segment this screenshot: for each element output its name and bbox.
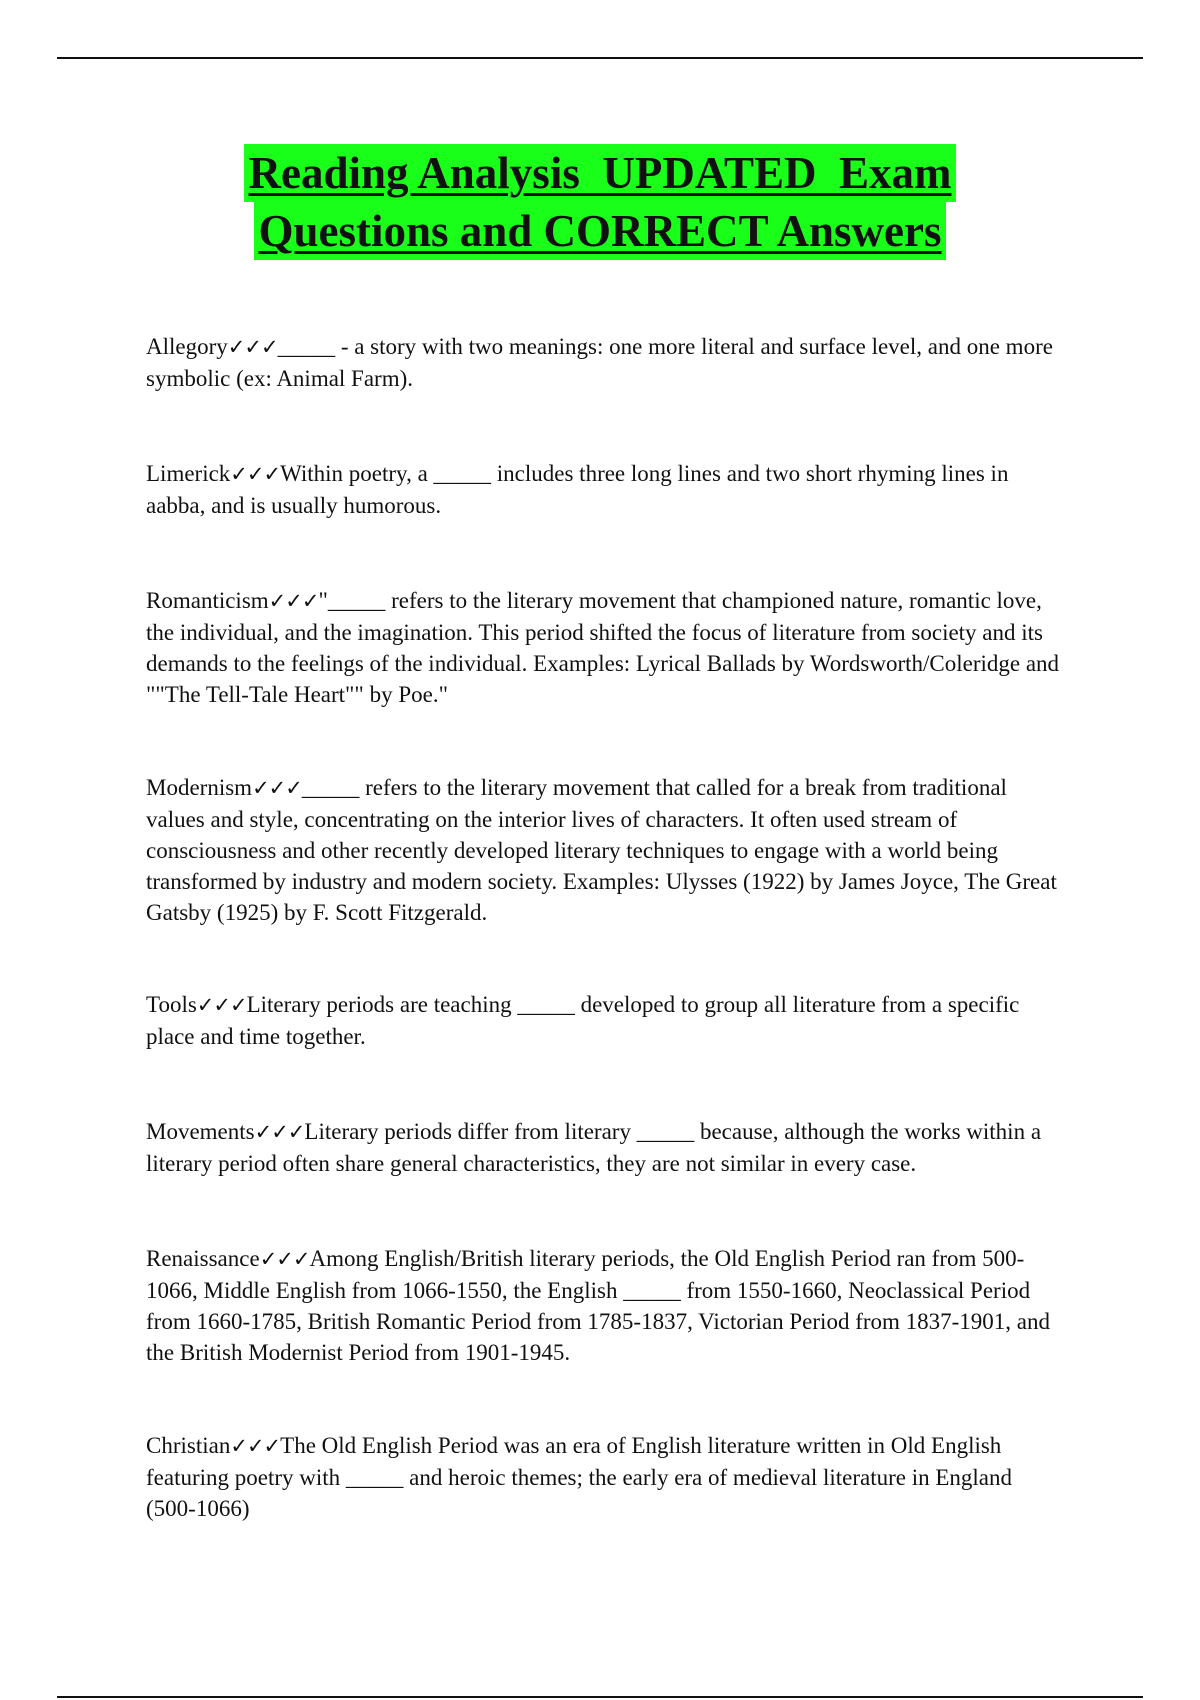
qa-entry-modernism [146, 772, 1061, 928]
check-mark-icon: ✓✓✓ [230, 462, 281, 486]
definition: "_____ refers to the literary movement that championed nature, romantic love, the individual, and the imagination. This period shifted the focus of literature from society and its demands to the feelings of the individual. Examples: Lyrical Ballads by Wordsworth/Coleridge and ""The Tell-Tale Heart"" by Poe." [146, 588, 1060, 707]
definition: Literary periods differ from literary _____ because, although the works within a literary period often share general characteristics, they are not similar in every case. [146, 1119, 1042, 1176]
check-mark-icon: ✓✓✓ [196, 993, 247, 1017]
check-mark-icon: ✓✓✓ [252, 776, 302, 800]
check-mark-icon: ✓✓✓ [254, 1120, 305, 1144]
qa-entry-christian [146, 1430, 1061, 1524]
qa-entry-allegory [146, 331, 1061, 394]
title-line-2: Questions and CORRECT Answers [254, 202, 945, 260]
term: Tools [146, 992, 197, 1017]
document-title [0, 144, 1200, 260]
term: Modernism [146, 775, 253, 800]
bottom-rule [57, 1696, 1143, 1698]
qa-entry-limerick [146, 458, 1061, 521]
check-mark-icon: ✓✓✓ [268, 589, 319, 613]
term: Limerick [146, 461, 231, 486]
qa-entry-renaissance [146, 1243, 1061, 1368]
definition: _____ refers to the literary movement that called for a break from traditional values and style, concentrating on the interior lives of characters. It often used stream of consciousness and other recently developed literary techniques to engage with a world being transformed by industry and modern society. Examples: Ulysses (1922) by James Joyce, The Great Gatsby (1925) by F. Scott Fitzgerald. [146, 775, 1057, 925]
qa-entry-tools [146, 989, 1061, 1052]
top-rule [57, 57, 1143, 59]
title-line-1: Reading Analysis UPDATED Exam [244, 144, 955, 202]
term: Allegory [146, 334, 228, 359]
definition: Among English/British literary periods, the Old English Period ran from 500-1066, Middle English from 1066-1550, the English _____ from 1550-1660, Neoclassical Period from 1660-1785, British Romantic Period from 1785-1837, Victorian Period from 1837-1901, and the British Modernist Period from 1901-1945. [146, 1246, 1051, 1365]
definition: Within poetry, a _____ includes three long lines and two short rhyming lines in aabba, and is usually humorous. [146, 461, 1009, 518]
definition: Literary periods are teaching _____ developed to group all literature from a specific place and time together. [146, 992, 1020, 1049]
definition: The Old English Period was an era of English literature written in Old English featuring poetry with _____ and heroic themes; the early era of medieval literature in England (500-1066) [146, 1433, 1013, 1521]
term: Christian [146, 1433, 231, 1458]
check-mark-icon: ✓✓✓ [230, 1434, 281, 1458]
term: Movements [146, 1119, 255, 1144]
check-mark-icon: ✓✓✓ [227, 335, 278, 359]
qa-entry-romanticism [146, 585, 1061, 710]
check-mark-icon: ✓✓✓ [259, 1247, 310, 1271]
term: Romanticism [146, 588, 269, 613]
definition: _____ - a story with two meanings: one more literal and surface level, and one more symbolic (ex: Animal Farm). [146, 334, 1053, 391]
qa-entry-movements [146, 1116, 1061, 1179]
term: Renaissance [146, 1246, 260, 1271]
